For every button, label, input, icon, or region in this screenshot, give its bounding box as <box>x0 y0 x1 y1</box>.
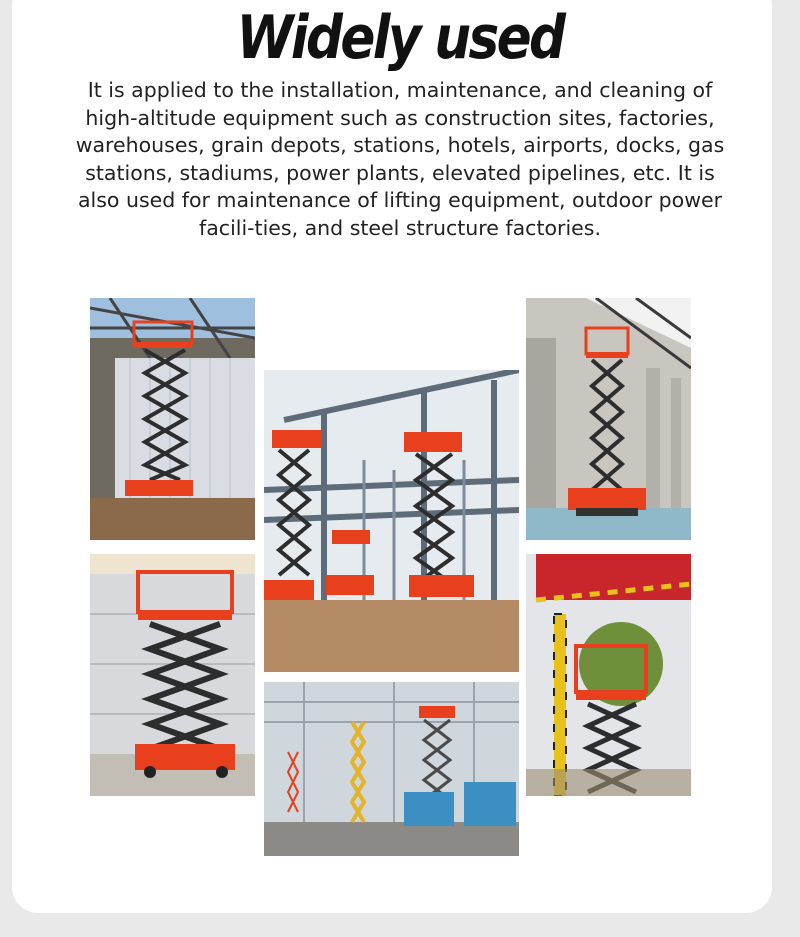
photo-steel-frame-construction-site <box>264 370 519 672</box>
description-text: It is applied to the installation, maintenance, and cleaning of high-altitude equipment such as construction sites, factories, warehouses, grain depots, stations, hotels, airports, docks, gas stations, stadiums, power plants, elevated pipelines, etc. It is also used for maintenance of lifting equipment, outdoor power facili-ties, and steel structure factories. <box>75 78 725 240</box>
photo-factory-hall-multiple-lifts <box>264 682 519 856</box>
photo-concrete-building-crawler-lift <box>526 298 691 540</box>
photo-outdoor-sign-scissor-lift <box>526 554 691 796</box>
photo-warehouse-wall-scissor-lift <box>90 298 255 540</box>
page-title: Widely used <box>236 3 564 73</box>
photo-indoor-hall-scissor-lift <box>90 554 255 796</box>
